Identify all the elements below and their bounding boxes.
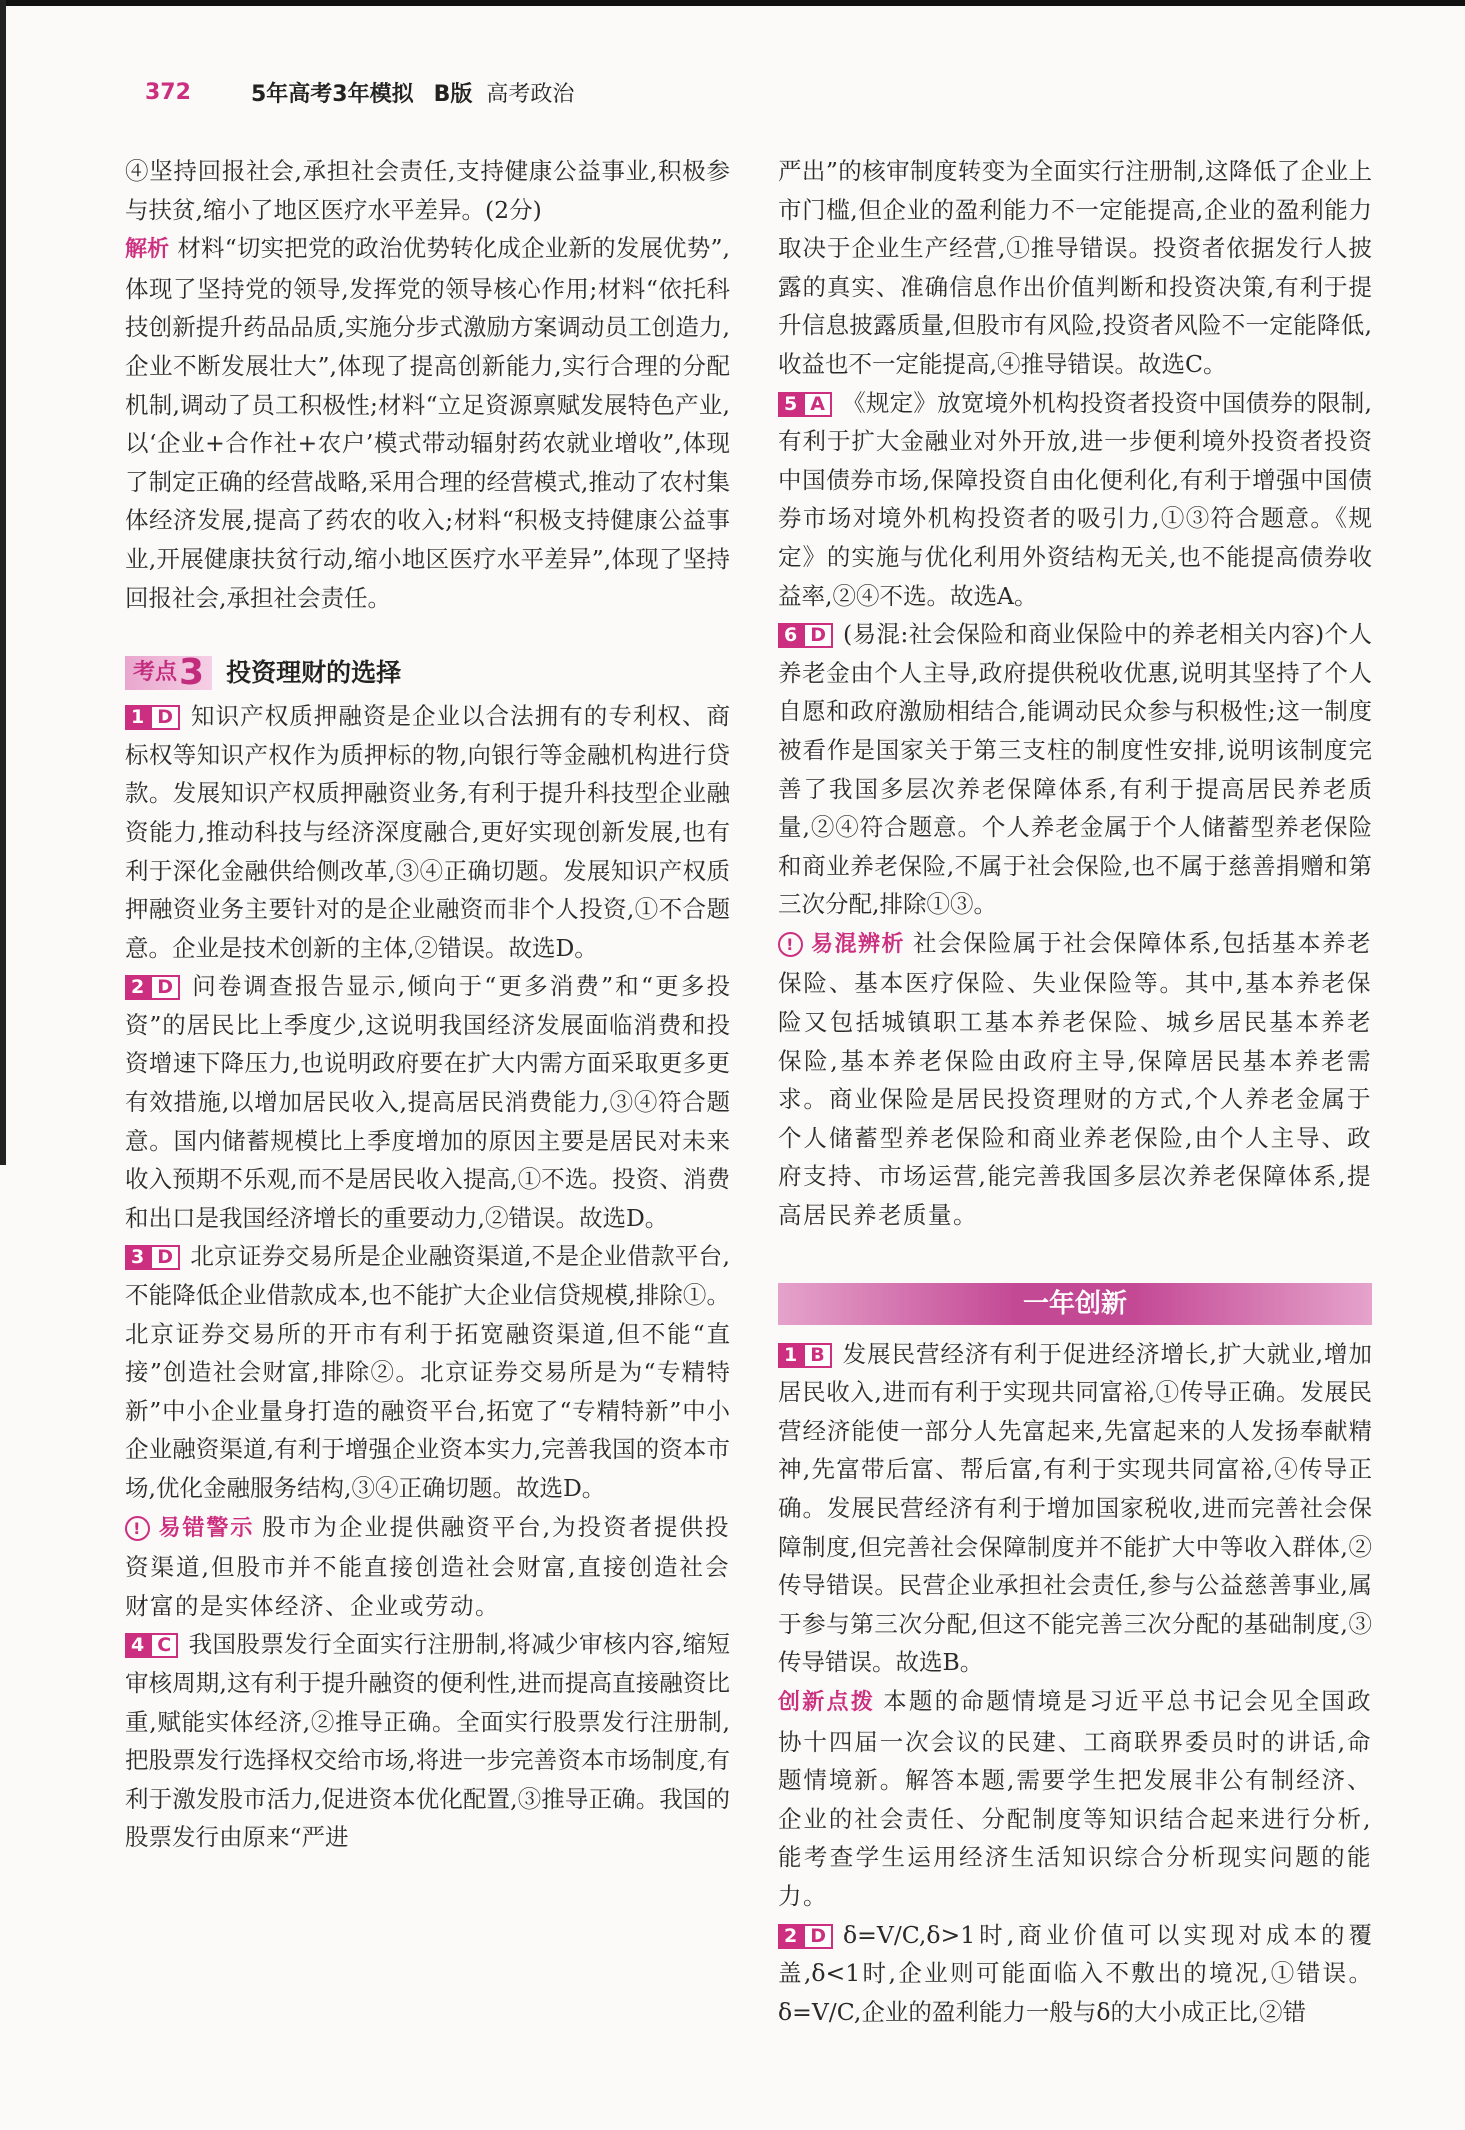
question-number: 2: [778, 1924, 803, 1949]
section-title: 投资理财的选择: [226, 657, 402, 687]
exclamation-icon: !: [125, 1516, 150, 1541]
question-answer: D: [150, 705, 180, 730]
warning-note: [125, 1508, 730, 1626]
innovation-label: 创新点拨: [778, 1689, 876, 1715]
analysis-block: [125, 229, 730, 617]
question-item: [778, 1916, 1372, 2032]
subject-label: 高考政治: [486, 81, 575, 107]
right-column: [778, 152, 1372, 2031]
page-header: [145, 72, 574, 112]
confusion-label: 易混辨析: [811, 931, 906, 957]
question-answer: B: [803, 1343, 831, 1368]
question-explanation: 发展民营经济有利于促进经济增长,扩大就业,增加居民收入,进而有利于实现共同富裕,①传导正确。发展民营经济能使一部分人先富起来,先富起来的人发扬奉献精神,先富带后富、帮后富,有利于实现共同富裕,④传导正确。发展民营经济有利于增加国家税收,进而完善社会保障制度,但完善社会保障制度并不能扩大中等收入群体,②传导错误。民营企业承担社会责任,参与公益慈善事业,属于参与第三次分配,但这不能完善三次分配的基础制度,③传导错误。故选B。: [778, 1339, 1372, 1677]
question-number: 1: [125, 705, 150, 730]
section-badge-number: 3: [179, 652, 205, 694]
question-answer: D: [803, 623, 833, 648]
question-number: 1: [778, 1343, 803, 1368]
exclamation-icon: !: [778, 932, 803, 957]
question-number: 6: [778, 623, 803, 648]
question-answer: A: [803, 392, 832, 417]
question-number: 2: [125, 975, 150, 1000]
question-continuation: 严出”的核审制度转变为全面实行注册制,这降低了企业上市门槛,但企业的盈利能力不一定能提高,企业的盈利能力取决于企业生产经营,①推导错误。投资者依据发行人披露的真实、准确信息作出价值判断和投资决策,有利于提升信息披露质量,但股市有风险,投资者风险不一定能降低,收益也不一定能提高,④推导错误。故选C。: [778, 157, 1372, 378]
question-explanation: 问卷调查报告显示,倾向于“更多消费”和“更多投资”的居民比上季度少,这说明我国经济发展面临消费和投资增速下降压力,也说明政府要在扩大内需方面采取更多更有效措施,以增加居民收入,提高居民消费能力,③④符合题意。国内储蓄规模比上季度增加的原因主要是居民对未来收入预期不乐观,而不是居民收入提高,①不选。投资、消费和出口是我国经济增长的重要动力,②错误。故选D。: [125, 972, 730, 1232]
innovation-text: 本题的命题情境是习近平总书记会见全国政协十四届一次会议的民建、工商联界委员时的讲话,命题情境新。解答本题,需要学生把发展非公有制经济、企业的社会责任、分配制度等知识结合起来进行分析,能考查学生运用经济生活知识综合分析现实问题的能力。: [778, 1686, 1372, 1910]
question-item: [125, 1237, 730, 1507]
question-number: 4: [125, 1633, 150, 1658]
section-badge: [125, 652, 212, 694]
innovation-banner: 一年创新: [778, 1283, 1372, 1325]
confusion-note: [778, 924, 1372, 1235]
warning-text: 股市为企业提供融资平台,为投资者提供投资渠道,但股市并不能直接创造社会财富,直接创造社会财富的是实体经济、企业或劳动。: [125, 1512, 730, 1620]
left-edge-bar: [0, 0, 6, 1165]
innovation-note: [778, 1682, 1372, 1916]
question-explanation: 《规定》放宽境外机构投资者投资中国债券的限制,有利于扩大金融业对外开放,进一步便利境外投资者投资中国债券市场,保障投资自由化便利化,有利于增强中国债券市场对境外机构投资者的吸引力,①③符合题意。《规定》的实施与优化利用外资结构无关,也不能提高债券收益率,②④不选。故选A。: [778, 388, 1372, 610]
answer-continuation: ④坚持回报社会,承担社会责任,支持健康公益事业,积极参与扶贫,缩小了地区医疗水平差异。(2分): [125, 157, 730, 224]
left-column: [125, 152, 730, 1857]
question-answer: D: [803, 1924, 833, 1949]
top-edge-line: [0, 0, 1465, 6]
page-number: 372: [145, 79, 191, 105]
question-item: [778, 384, 1372, 616]
question-item: [125, 1625, 730, 1857]
section-heading: [125, 653, 730, 693]
analysis-label: 解析: [125, 237, 170, 263]
question-item: [125, 697, 730, 967]
question-explanation: 我国股票发行全面实行注册制,将减少审核内容,缩短审核周期,这有利于提升融资的便利性,进而提高直接融资比重,赋能实体经济,②推导正确。全面实行股票发行注册制,把股票发行选择权交给市场,将进一步完善资本市场制度,有利于激发股市活力,促进资本优化配置,③推导正确。我国的股票发行由原来“严进: [125, 1630, 730, 1852]
question-answer: D: [150, 975, 180, 1000]
question-explanation: (易混:社会保险和商业保险中的养老相关内容)个人养老金由个人主导,政府提供税收优惠,说明其坚持了个人自愿和政府激励相结合,能调动民众参与积极性;这一制度被看作是国家关于第三支柱的制度性安排,说明该制度完善了我国多层次养老保障体系,有利于提高居民养老质量,②④符合题意。个人养老金属于个人储蓄型养老保险和商业养老保险,不属于社会保险,也不属于慈善捐赠和第三次分配,排除①③。: [778, 620, 1372, 919]
question-explanation: δ=V/C,δ>1时,商业价值可以实现对成本的覆盖,δ<1时,企业则可能面临入不敷出的境况,①错误。δ=V/C,企业的盈利能力一般与δ的大小成正比,②错: [778, 1920, 1372, 2026]
warning-label: 易错警示: [158, 1515, 255, 1541]
edition-label: B版: [433, 81, 473, 107]
question-item: [778, 1335, 1372, 1682]
question-item: [125, 967, 730, 1237]
analysis-text: 材料“切实把党的政治优势转化成企业新的发展优势”,体现了坚持党的领导,发挥党的领导核心作用;材料“依托科技创新提升药品品质,实施分步式激励方案调动员工创造力,企业不断发展壮大”,体现了提高创新能力,实行合理的分配机制,调动了员工积极性;材料“立足资源禀赋发展特色产业,以‘企业+合作社+农户’模式带动辐射药农就业增收”,体现了制定正确的经营战略,采用合理的经营模式,推动了农村集体经济发展,提高了药农的收入;材料“积极支持健康公益事业,开展健康扶贫行动,缩小地区医疗水平差异”,体现了坚持回报社会,承担社会责任。: [125, 234, 730, 612]
confusion-text: 社会保险属于社会保障体系,包括基本养老保险、基本医疗保险、失业保险等。其中,基本养老保险又包括城镇职工基本养老保险、城乡居民基本养老保险,基本养老保险由政府主导,保障居民基本养老需求。商业保险是居民投资理财的方式,个人养老金属于个人储蓄型养老保险和商业养老保险,由个人主导、政府支持、市场运营,能完善我国多层次养老保障体系,提高居民养老质量。: [778, 928, 1372, 1230]
question-answer: D: [150, 1245, 180, 1270]
question-answer: C: [150, 1633, 178, 1658]
section-badge-label: 考点: [133, 659, 178, 685]
question-number: 5: [778, 392, 803, 417]
question-explanation: 知识产权质押融资是企业以合法拥有的专利权、商标权等知识产权作为质押标的物,向银行等金融机构进行贷款。发展知识产权质押融资业务,有利于提升科技型企业融资能力,推动科技与经济深度融合,更好实现创新发展,也有利于深化金融供给侧改革,③④正确切题。发展知识产权质押融资业务主要针对的是企业融资而非个人投资,①不合题意。企业是技术创新的主体,②错误。故选D。: [125, 702, 730, 962]
book-title: 5年高考3年模拟: [251, 81, 414, 107]
question-explanation: 北京证券交易所是企业融资渠道,不是企业借款平台,不能降低企业借款成本,也不能扩大企业信贷规模,排除①。北京证券交易所的开市有利于拓宽融资渠道,但不能“直接”创造社会财富,排除②。北京证券交易所是为“专精特新”中小企业量身打造的融资平台,拓宽了“专精特新”中小企业融资渠道,有利于增强企业资本实力,完善我国的资本市场,优化金融服务结构,③④正确切题。故选D。: [125, 1242, 730, 1502]
question-item: [778, 615, 1372, 924]
question-number: 3: [125, 1245, 150, 1270]
